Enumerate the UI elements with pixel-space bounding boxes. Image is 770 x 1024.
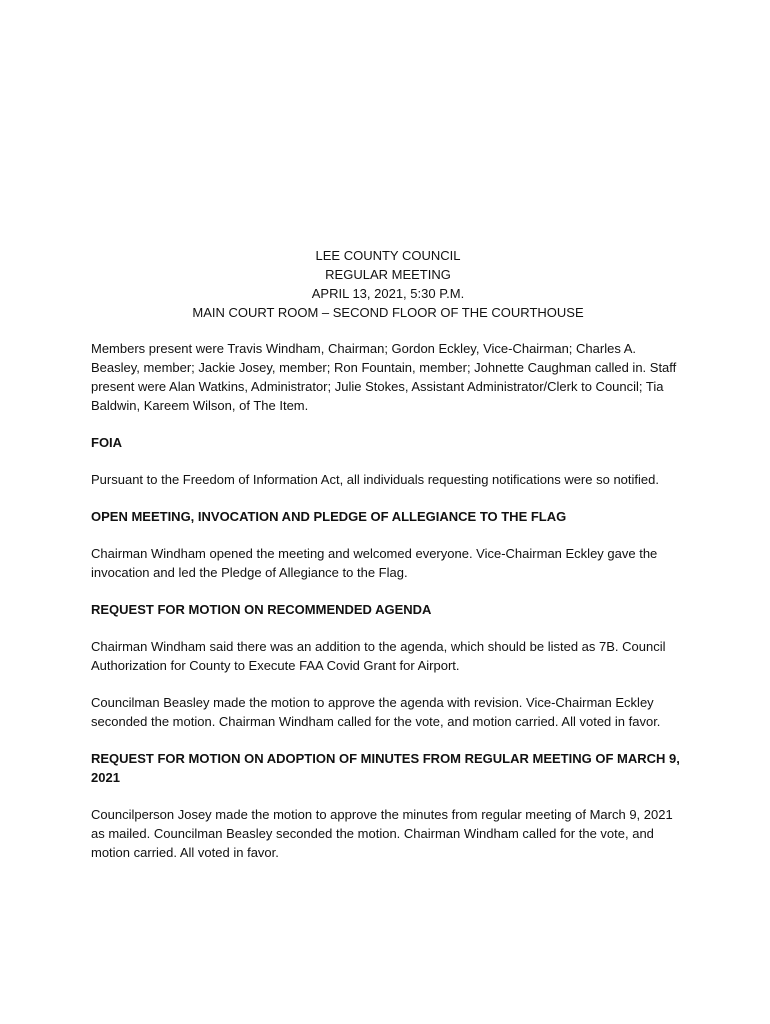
section-paragraph: Chairman Windham opened the meeting and welcomed everyone. Vice-Chairman Eckley gave the invocation and led the Pledge of Allegiance to the Flag. [91, 546, 658, 580]
header-meeting-type: REGULAR MEETING [325, 267, 451, 282]
section-heading: OPEN MEETING, INVOCATION AND PLEDGE OF ALLEGIANCE TO THE FLAG [91, 509, 567, 524]
section-paragraph: Chairman Windham said there was an addition to the agenda, which should be listed as 7B. Council Authorization for County to Execute FAA Covid Grant for Airport. [91, 639, 666, 673]
section-foia [91, 433, 681, 489]
section-open-meeting [91, 507, 681, 582]
section-recommended-agenda [91, 600, 681, 731]
section-paragraph: Pursuant to the Freedom of Information Act, all individuals requesting notifications were so notified. [91, 472, 659, 487]
header-meeting-location: MAIN COURT ROOM – SECOND FLOOR OF THE COURTHOUSE [192, 305, 584, 320]
section-heading: FOIA [91, 435, 123, 450]
section-paragraph: Councilman Beasley made the motion to approve the agenda with revision. Vice-Chairman Eckley seconded the motion. Chairman Windham called for the vote, and motion carried. All voted in favor. [91, 695, 661, 729]
section-paragraph: Councilperson Josey made the motion to approve the minutes from regular meeting of March 9, 2021 as mailed. Councilman Beasley seconded the motion. Chairman Windham called for the vote, and motion carried. All voted in favor. [91, 807, 673, 860]
document-content [91, 246, 681, 880]
header-meeting-date: APRIL 13, 2021, 5:30 P.M. [311, 286, 465, 301]
attendance-paragraph: Members present were Travis Windham, Chairman; Gordon Eckley, Vice-Chairman; Charles A. Beasley, member; Jackie Josey, member; Ron Fountain, member; Johnette Caughman called in. Staff present were Alan Watkins, Administrator; Julie Stokes, Assistant Administrator/Clerk to Council; Tia Baldwin, Kareem Wilson, of The Item. [91, 341, 677, 413]
section-heading: REQUEST FOR MOTION ON ADOPTION OF MINUTES FROM REGULAR MEETING OF MARCH 9, 2021 [91, 751, 680, 785]
section-adoption-of-minutes [91, 749, 681, 862]
header-council-name: LEE COUNTY COUNCIL [315, 248, 461, 263]
document-header [91, 246, 681, 322]
section-heading: REQUEST FOR MOTION ON RECOMMENDED AGENDA [91, 602, 432, 617]
